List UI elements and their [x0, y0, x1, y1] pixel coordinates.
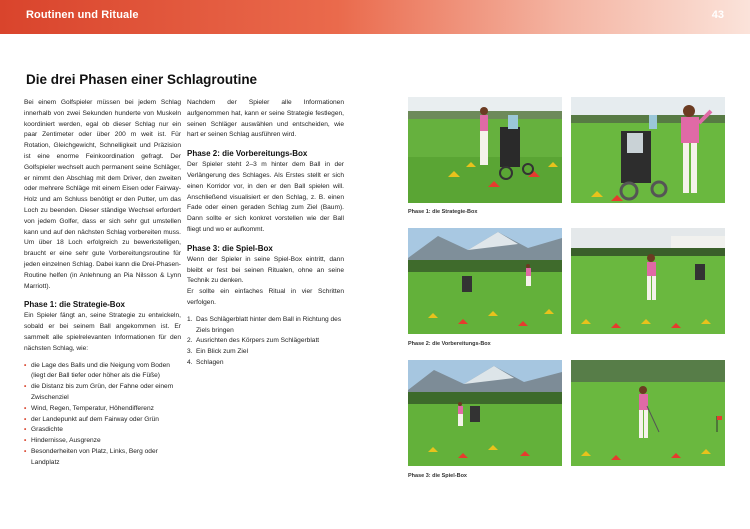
phase2-heading: Phase 2: die Vorbereitungs-Box — [187, 149, 308, 159]
phase2-paragraph: Der Spieler steht 2–3 m hinter dem Ball in der Verlängerung des Schlages. Als Erstes stellt er sich einen Korridor vor, in den er den Ball spielen will. Anschließend visualisiert er den Schlag, z. B. einen Fade oder einen geraden Schlag zum Ziel (Baum). Dann sollte er sich konkret vorstellen wie der Ball fliegt und wo er aufkommt. — [187, 161, 344, 233]
ritual-step — [187, 336, 344, 347]
intro-paragraph: Bei einem Golfspieler müssen bei jedem Schlag innerhalb von zwei Sekunden hunderte von Muskeln koordiniert werden, egal ob dieser Schlag nur ein paar Zentimeter oder über 200 m weit ist. Für Rotation, Gleichgewicht, Schnelligkeit und Präzision ist eine enorme Feinkoordination gefragt. Der Golfspieler wechselt auch permanent seine Schläger, er nimmt den Abschlag mit dem Driver, den zweiten oder mehrere Schläge mit einem Eisen oder Fairway-Holz und am Schluss benötigt er den Putter, um das Loch zu beenden. Dieser ständige Wechsel erfordert von jedem Golfer, dass er sich sehr gut umstellen kann und auf den nächsten Schlag vorbereiten muss. Um über 18 Loch erfolgreich zu bewerkstelligen, braucht er eine sehr gute Vorbereitungsroutine für jeden einzelnen Schlag. Dabei kann die Drei-Phasen-Routine helfen (in Anlehnung an Pia Nilsson & Lynn Marriott). — [24, 99, 181, 290]
photo-strategy-box-left — [408, 97, 562, 203]
bullet-item: • Wind, Regen, Temperatur, Höhendifferenz — [24, 404, 181, 415]
page-number: 43 — [711, 9, 724, 21]
bullet-item: • die Lage des Balls und die Neigung vom Boden (liegt der Ball tiefer oder höher als die Füße) — [24, 361, 181, 383]
text-column-2 — [187, 98, 344, 369]
photo-preparation-box-left — [408, 228, 562, 334]
chapter-title: Routinen und Rituale — [26, 9, 139, 21]
step-text: Schlagen — [196, 358, 224, 366]
strategy-paragraph: Nachdem der Spieler alle Informationen aufgenommen hat, kann er seine Strategie festlegen, seinen Schläger auswählen und entscheiden, wie hart er seinen Schlag ausführen wird. — [187, 99, 344, 139]
photo-play-box-right — [571, 360, 725, 466]
bullet-item: • der Landepunkt auf dem Fairway oder Grün — [24, 415, 181, 426]
ritual-step — [187, 315, 344, 337]
step-number: 4. — [187, 358, 193, 366]
ritual-steps-list — [187, 315, 344, 369]
phase3-ritual-note: Er sollte ein einfaches Ritual in vier Schritten verfolgen. — [187, 288, 344, 306]
photo-play-box-left — [408, 360, 562, 466]
chapter-header-bar — [0, 0, 750, 34]
step-text: Ausrichten des Körpers zum Schlägerblatt — [196, 337, 320, 345]
photo-caption-phase2: Phase 2: die Vorbereitungs-Box — [408, 341, 491, 347]
step-number: 3. — [187, 348, 193, 356]
step-number: 2. — [187, 337, 193, 345]
ritual-step — [187, 358, 344, 369]
photo-preparation-box-right — [571, 228, 725, 334]
phase1-paragraph: Ein Spieler fängt an, seine Strategie zu entwickeln, sobald er bei seinem Ball angekommen ist. Er sammelt alle spielrelevanten Informationen für den nächsten Schlag, wie: — [24, 312, 181, 352]
phase1-heading: Phase 1: die Strategie-Box — [24, 300, 125, 310]
step-number: 1. — [187, 315, 193, 323]
bullet-item: • Hindernisse, Ausgrenze — [24, 436, 181, 447]
ritual-step — [187, 347, 344, 358]
phase3-heading: Phase 3: die Spiel-Box — [187, 243, 273, 253]
photo-strategy-box-right — [571, 97, 725, 203]
photo-caption-phase3: Phase 3: die Spiel-Box — [408, 473, 467, 479]
phase1-bullet-list — [24, 361, 181, 469]
phase3-paragraph: Wenn der Spieler in seine Spiel-Box eintritt, dann bleibt er fest bei seinen Ritualen, ohne an seine Technik zu denken. — [187, 255, 344, 285]
bullet-item: • Grasdichte — [24, 425, 181, 436]
step-text: Das Schlägerblatt hinter dem Ball in Richtung des Ziels bringen — [196, 315, 342, 334]
bullet-item: • die Distanz bis zum Grün, der Fahne oder einem Zwischenziel — [24, 382, 181, 404]
text-column-1 — [24, 98, 181, 469]
photo-caption-phase1: Phase 1: die Strategie-Box — [408, 209, 478, 215]
page-headline: Die drei Phasen einer Schlagroutine — [26, 72, 258, 87]
step-text: Ein Blick zum Ziel — [196, 348, 249, 356]
bullet-item: • Besonderheiten von Platz, Links, Berg oder Landplatz — [24, 447, 181, 469]
